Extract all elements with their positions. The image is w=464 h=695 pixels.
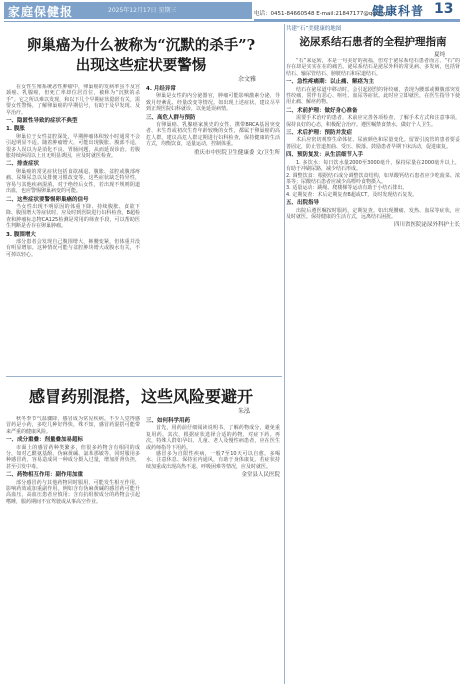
article1-section3-heading: 二、这些症状要警惕卵巢癌的信号	[6, 196, 89, 203]
article1-section5-text: 卵巢是女性的内分泌器官，肿瘤可能影响激素分泌，导致月经紊乱、经量改变等情况。如出现上述症状，建议尽早到正规医院妇科就诊，以免延误病情。	[146, 93, 280, 113]
article1-section3-text: 当女性出现不明原因的体重下降、持续腹胀、食欲下降、腹围增大等症状时，应及时到医院进行妇科检查。B超检查和肿瘤标志物CA125检测是常用的筛查手段，可以帮助医生判断是否存在卵巢肿瘤。	[6, 203, 140, 230]
article1-section6-heading: 三、高危人群与预防	[146, 114, 196, 121]
article2-byline: 朱泓	[238, 408, 251, 415]
article2-section4-text: 感冒多为自限性疾病，一般7至10天可以自愈。多喝水、注意休息、保持室内通风，有助于身体康复。若症状持续加重或出现高热不退、呼吸困难等情况，应及时就医。	[146, 451, 280, 470]
article1-intro: 在女性生殖系统恶性肿瘤中，卵巢癌的发病率虽不及宫颈癌、乳腺癌，但死亡率却位居首位，被称为“沉默的杀手”。它之所以难以发现，和以下几个早期症状隐匿有关，需要女性警惕。了解卵巢癌的早期信号，有助于及早发现、及早治疗。	[6, 84, 140, 116]
article1-title: 卵巢癌为什么被称为“沉默的杀手”?	[26, 37, 256, 54]
sidebar-paragraph-4: 术后应密切观察生命体征、尿液颜色和尿量变化。留置引流管的患者要妥善固定，防止管道扭曲、受压、脱落。鼓励患者早期下床活动，促进康复。	[286, 137, 460, 150]
article2-section1-heading: 一、成分重叠：剂量叠加易超标	[6, 437, 84, 444]
article2-source: 金堂县人民医院	[241, 472, 280, 479]
article1-byline: 余文雅	[238, 76, 257, 83]
article2-intro: 秋冬季节气温骤降，感冒成为常见疾病。不少人觉得感冒药是小药，多吃几种好得快，殊不知，感冒药混搭可能带来严重的健康风险。	[6, 416, 140, 435]
article1-section1-heading: 一、隐匿性导致的症状不典型	[6, 118, 78, 125]
sidebar-heading-2: 二、术前护理：做好身心准备	[286, 107, 358, 114]
sidebar-heading-5: 五、出院指导	[286, 200, 320, 207]
article-divider	[6, 376, 282, 377]
sidebar-source: 四川省医院泌尿外科护士长	[393, 222, 460, 229]
article1-column-right	[146, 84, 280, 372]
sidebar-paragraph-2: 结石在泌尿道中移动时，会引起剧烈的肾绞痛，表现为腰部或侧腹部突发性绞痛，常伴有恶心、呕吐、血尿等症状。此时应立即就医，在医生指导下使用止痛、解痉药物。	[286, 86, 460, 106]
page-banner	[254, 2, 460, 21]
article1-column-left	[6, 84, 140, 372]
article2-column-left	[6, 416, 140, 686]
article2-section2-text: 部分感冒药与其他药物同时服用，可能发生相互作用，影响药效或加重副作用。例如含有伪麻黄碱的感冒药可能升高血压，高血压患者应慎用；含有抗组胺成分的药物会引起嗜睡，服药期间不宜驾驶或从事高空作业。	[6, 479, 140, 505]
article1-section4-text: 部分患者会发现自己腹围增大，裤腰变紧，但体重并没有明显增加。这种情况可能与盆腔肿块增大或腹水有关，不可掉以轻心。	[6, 238, 140, 258]
contact-info: 电话：0451-84660548 E-mail:21847177@qq.com	[254, 11, 390, 17]
column-divider	[284, 24, 285, 684]
article1-subtitle: 出现这些症状要警惕	[75, 57, 207, 74]
sidebar-title: 泌尿系结石患者的全程护理指南	[299, 36, 447, 48]
sidebar-byline: 夏纯	[434, 52, 446, 58]
sidebar-paragraph-3: 需要手术治疗的患者，术前应完善各项检查，了解手术方式和注意事项。保持良好的心态，积极配合治疗。遵医嘱禁食禁水，做好个人卫生。	[286, 115, 460, 128]
article1-section2-heading: 二、排查症状	[6, 161, 40, 168]
sidebar-article	[286, 24, 460, 682]
sidebar-tag: 共建“石”美健康的地图	[286, 26, 342, 32]
article2-section1-text: 市面上的感冒药种类繁多，但很多药物含有相同的成分，如对乙酰氨基酚、伪麻黄碱、氯苯那敏等。同时服用多种感冒药，容易造成同一种成分摄入过量，增加肝肾负担，甚至引发中毒。	[6, 444, 140, 470]
sidebar-paragraph-6: 出院后遵医嘱按时服药，定期复查。如出现腰痛、发热、血尿等症状，应及时就医。保持健康的生活方式，远离结石困扰。	[286, 207, 460, 220]
article2-title: 感冒药别混搭，这些风险要避开	[28, 387, 253, 406]
article1-section5-sub: 4. 月经异常	[146, 86, 176, 92]
sidebar-paragraph-5: 1. 多饮水：每日饮水量2000至3000毫升，保持尿量在2000毫升以上，有助于冲刷尿路，减少结石形成。 2. 调整饮食：根据结石成分调整饮食结构，如草酸钙结石患者应少吃菠菜、浓茶等；尿酸结石患者应减少高嘌呤食物摄入。 3. 适量运动：跳绳、爬楼梯等运动有助于小结石排出。 4. 定期复查：术后定期复查B超或CT，及时发现结石复发。	[286, 159, 460, 198]
article2-column-right	[146, 416, 280, 686]
article1-section6-text: 有卵巢癌、乳腺癌家族史的女性、携带BRCA基因突变者、未生育或初次生育年龄较晚的女性，都属于卵巢癌的高危人群。建议高危人群定期进行妇科检查，保持健康的生活方式，均衡饮食，适量运动，控制体重。	[146, 122, 280, 148]
article1-section2-text: 卵巢癌的常见症状包括食欲减退、腹胀、盆腔或腹部疼痛、尿频尿急以及排便习惯改变等。这些症状缺乏特异性，容易与其他疾病混淆。对于绝经后女性，若出现不规则阴道出血，也应警惕卵巢病变的可能。	[6, 168, 140, 195]
article2-section3-heading: 三、如何科学用药	[146, 418, 191, 424]
sidebar-body	[286, 58, 460, 678]
page-category-title: 健康科普	[372, 4, 425, 18]
sidebar-heading-3: 三、术后护理：预防并发症	[286, 130, 353, 137]
article1-source: 重庆市中医院卫生健康委 文/卫生所	[193, 149, 280, 156]
article1-section4-sub: 3. 腹围增大	[6, 231, 36, 238]
header-rule	[4, 21, 460, 22]
sidebar-paragraph-1: “石”来运转，本是一句美好的祝福，但对于泌尿系结石患者而言，“石”的存在却是实实在在的痛苦。泌尿系结石是泌尿外科的常见病、多发病，包括肾结石、输尿管结石、膀胱结石和尿道结石。	[286, 58, 460, 77]
section-banner	[4, 2, 252, 19]
sidebar-heading-1: 一、急性疼痛期：以止痛、解痉为主	[286, 79, 375, 86]
article2-section3-text: 首先，用药前仔细阅读说明书，了解药物成分，避免重复用药。其次，根据症状选择合适的药物，对症下药。再次，特殊人群如孕妇、儿童、老人及慢性病患者，应在医生或药师指导下用药。	[146, 425, 280, 451]
issue-date: 2025年12月17日 星期三	[108, 7, 177, 14]
page-number: 13	[434, 1, 454, 17]
sidebar-heading-4: 四、预防复发：从生活细节入手	[286, 152, 364, 159]
page-header	[0, 0, 464, 22]
article1-section1-text: 卵巢位于女性盆腔深处，早期肿瘤体积较小时通常不会引起明显不适。随着肿瘤增大，可能出现腹胀、腹部不适，很多人误以为是消化不良、胃肠问题，从而延误诊治。若腹胀持续两周以上且无明显诱因，应及时就医检查。	[6, 133, 140, 160]
article1-section1-sub: 1. 腹胀	[6, 126, 25, 133]
section-title: 家庭保健报	[8, 5, 74, 19]
article2-section2-heading: 二、药物相互作用：副作用加重	[6, 472, 84, 479]
